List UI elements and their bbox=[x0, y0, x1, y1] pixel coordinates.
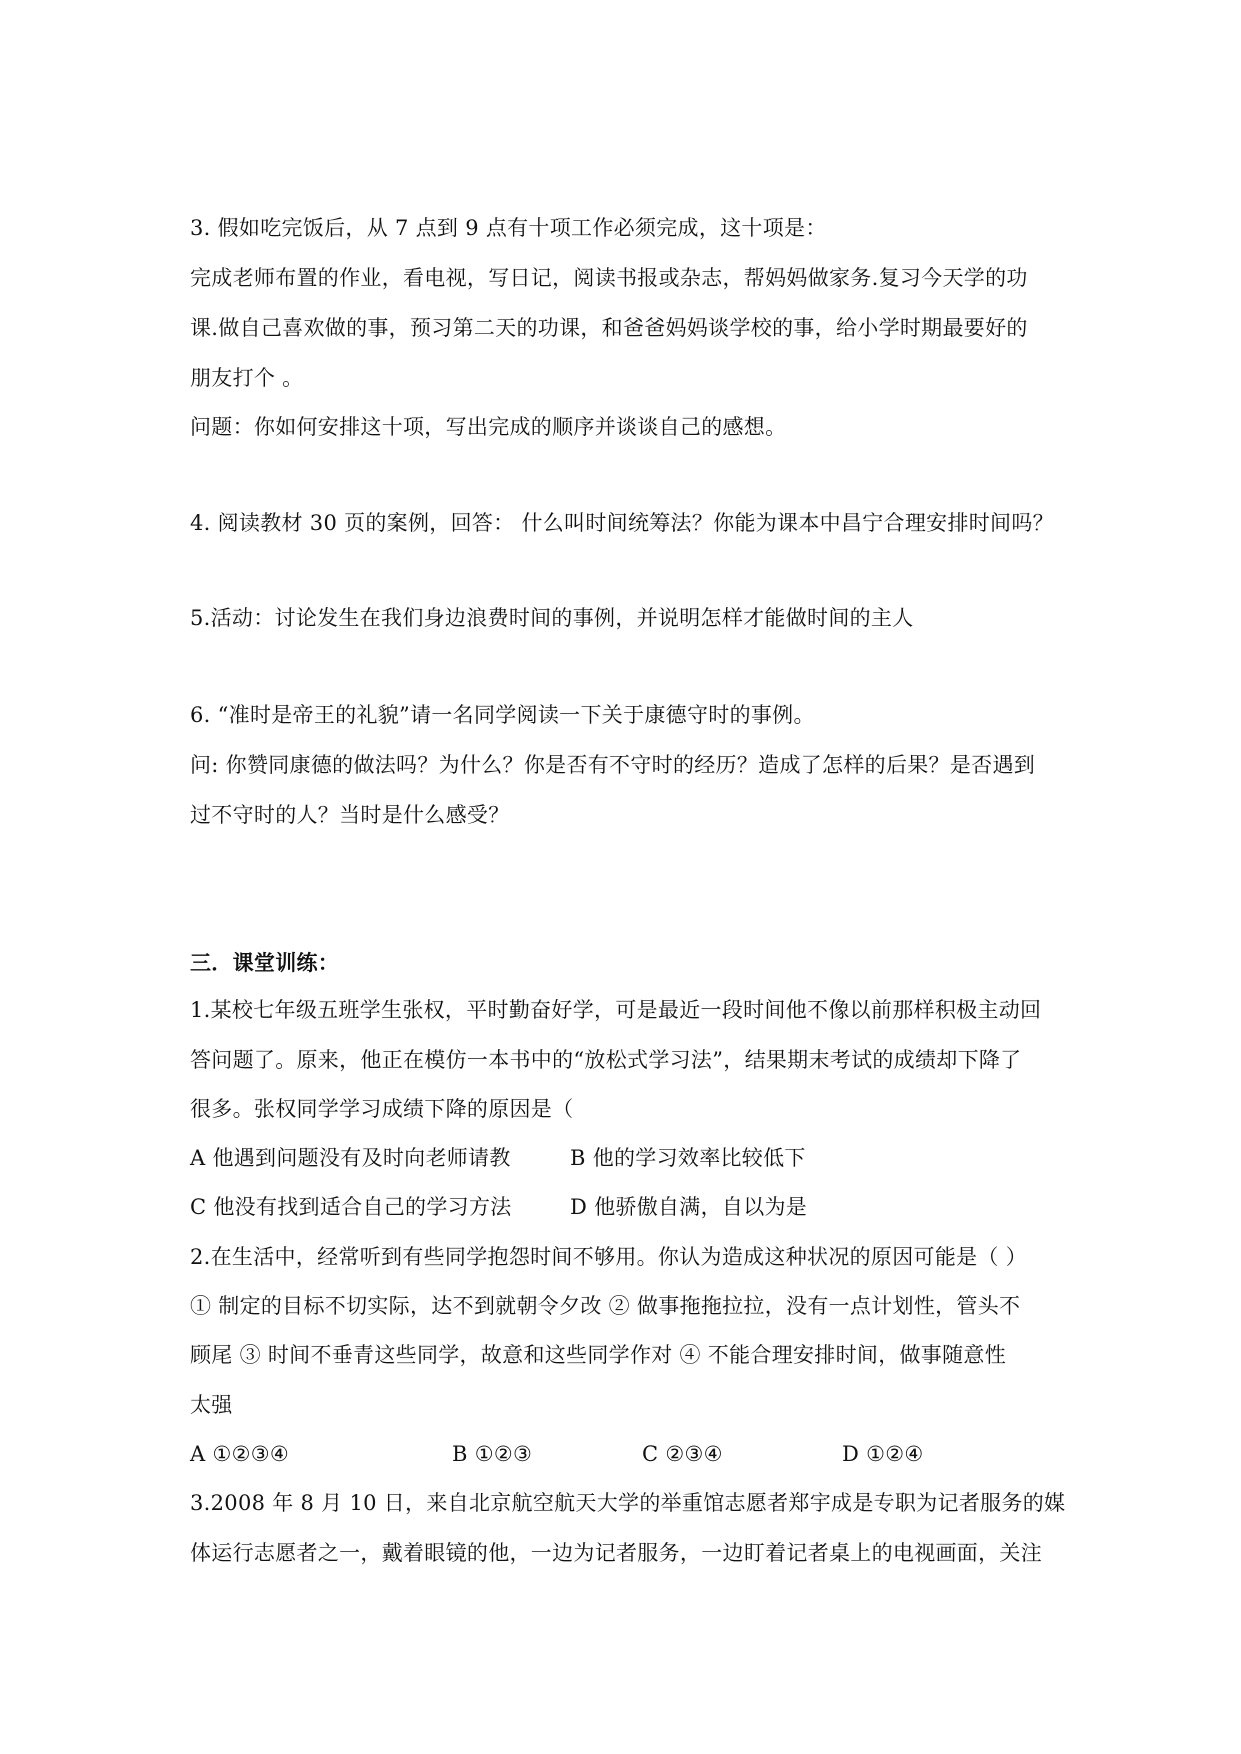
q6-title: 6. “准时是帝王的礼貌”请一名同学阅读一下关于康德守时的事例。 bbox=[190, 703, 815, 727]
ex3-line-1: 3.2008 年 8 月 10 日，来自北京航空航天大学的举重馆志愿者郑宇成是专职为记者服务的媒 bbox=[190, 1491, 1066, 1515]
q6-line-1: 问: 你赞同康德的做法吗？为什么？你是否有不守时的经历？造成了怎样的后果？是否遇到 bbox=[190, 753, 1036, 777]
q3-body-line-3: 朋友打个 。 bbox=[190, 366, 304, 390]
q3-question: 问题：你如何安排这十项，写出完成的顺序并谈谈自己的感想。 bbox=[190, 415, 787, 439]
ex1-line-1: 1.某校七年级五班学生张权，平时勤奋好学，可是最近一段时间他不像以前那样积极主动回 bbox=[190, 998, 1042, 1022]
q3-body-line-2: 课.做自己喜欢做的事，预习第二天的功课，和爸爸妈妈谈学校的事，给小学时期最要好的 bbox=[190, 316, 1028, 340]
ex3-line-2: 体运行志愿者之一，戴着眼镜的他，一边为记者服务，一边盯着记者桌上的电视画面，关注 bbox=[190, 1541, 1042, 1565]
ex1-option-a: A 他遇到问题没有及时向老师请教 bbox=[190, 1146, 511, 1170]
q6-line-2: 过不守时的人？当时是什么感受？ bbox=[190, 803, 510, 827]
ex1-line-3: 很多。张权同学学习成绩下降的原因是（ bbox=[190, 1097, 574, 1121]
ex1-line-2: 答问题了。原来，他正在模仿一本书中的“放松式学习法”，结果期末考试的成绩却下降了 bbox=[190, 1048, 1022, 1072]
ex1-option-c: C 他没有找到适合自己的学习方法 bbox=[190, 1195, 512, 1219]
ex2-option-d: D ①②④ bbox=[842, 1442, 924, 1466]
section-heading: 三．课堂训练： bbox=[190, 950, 340, 975]
ex2-option-b: B ①②③ bbox=[452, 1442, 533, 1466]
q3-title: 3. 假如吃完饭后，从 7 点到 9 点有十项工作必须完成，这十项是： bbox=[190, 216, 827, 240]
ex2-line-3: 顾尾 ③ 时间不垂青这些同学，故意和这些同学作对 ④ 不能合理安排时间，做事随意性 bbox=[190, 1343, 1006, 1367]
ex2-option-c: C ②③④ bbox=[642, 1442, 723, 1466]
ex2-line-4: 太强 bbox=[190, 1393, 233, 1417]
ex1-option-d: D 他骄傲自满，自以为是 bbox=[570, 1195, 808, 1219]
q5-text: 5.活动：讨论发生在我们身边浪费时间的事例，并说明怎样才能做时间的主人 bbox=[190, 606, 914, 630]
q3-body-line-1: 完成老师布置的作业，看电视，写日记，阅读书报或杂志，帮妈妈做家务.复习今天学的功 bbox=[190, 266, 1028, 290]
ex1-option-b: B 他的学习效率比较低下 bbox=[570, 1146, 806, 1170]
q4-text: 4. 阅读教材 30 页的案例，回答： 什么叫时间统筹法？你能为课本中昌宁合理安排时间吗？ bbox=[190, 511, 1054, 535]
ex2-option-a: A ①②③④ bbox=[190, 1442, 289, 1466]
ex2-line-1: 2.在生活中，经常听到有些同学抱怨时间不够用。你认为造成这种状况的原因可能是（ ） bbox=[190, 1245, 1028, 1269]
ex2-line-2: ① 制定的目标不切实际，达不到就朝令夕改 ② 做事拖拖拉拉，没有一点计划性，管头不 bbox=[190, 1294, 1021, 1318]
